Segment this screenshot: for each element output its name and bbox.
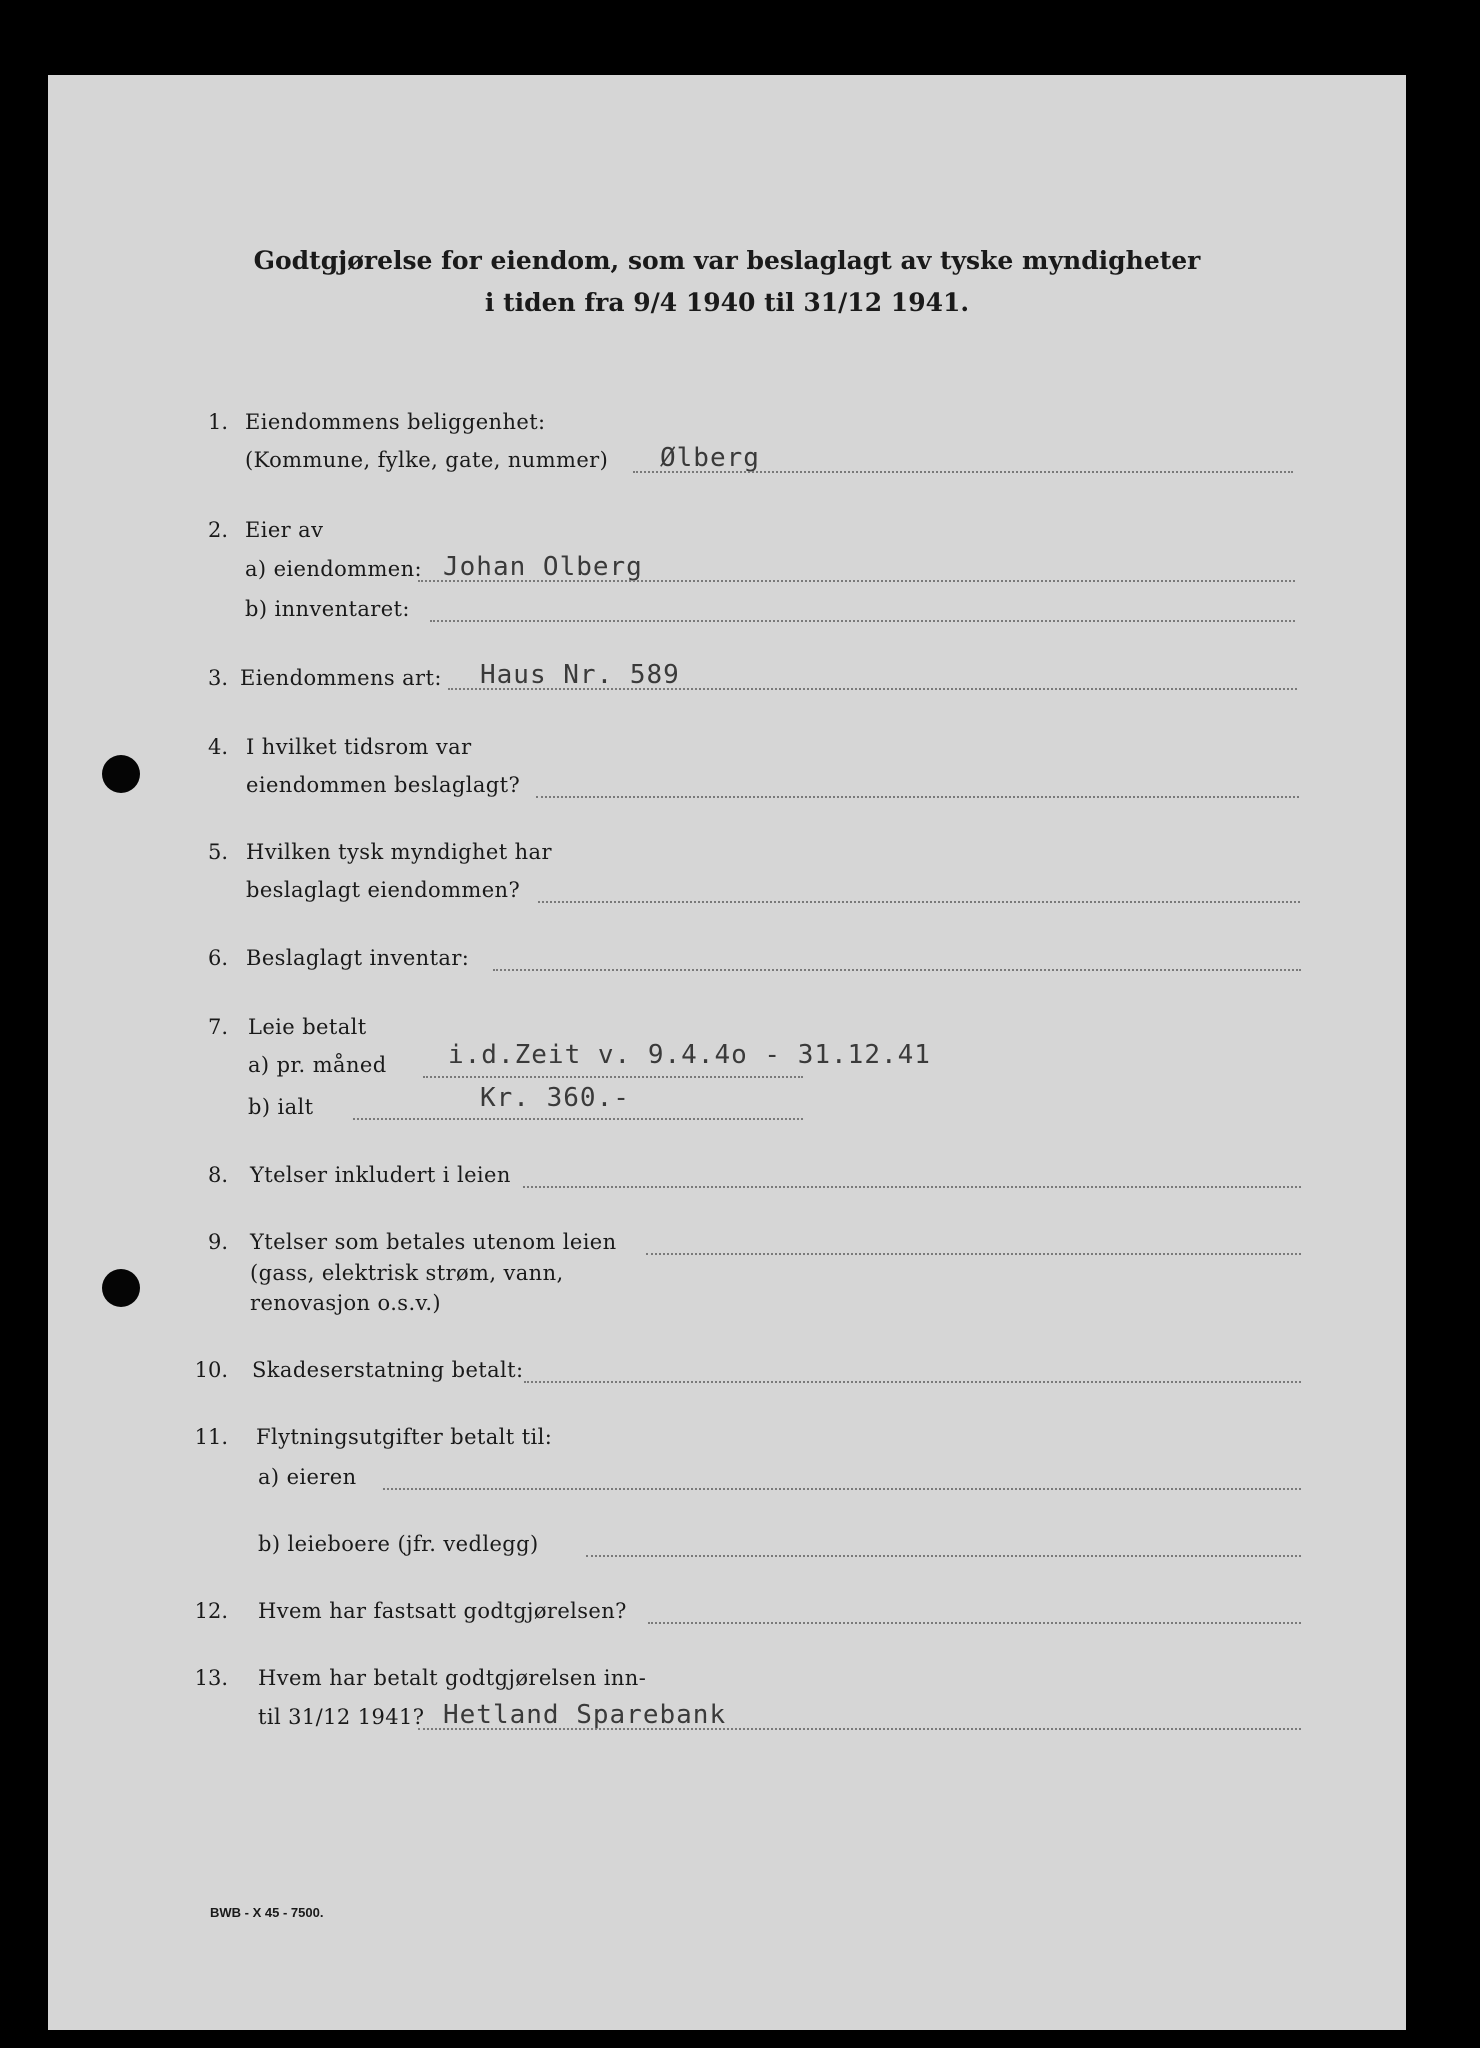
item-1-sublabel: (Kommune, fylke, gate, nummer) <box>245 448 609 472</box>
item-7a-line <box>423 1076 803 1078</box>
item-8-line <box>523 1186 1301 1188</box>
item-4-line <box>536 796 1299 798</box>
item-4-number: 4. <box>207 735 228 759</box>
item-1-label: Eiendommens beliggenhet: <box>245 410 546 434</box>
item-5-line <box>538 901 1300 903</box>
item-9-line <box>646 1253 1301 1255</box>
item-8-label: Ytelser inkludert i leien <box>250 1163 511 1187</box>
item-1-number: 1. <box>207 410 228 434</box>
item-6-number: 6. <box>207 946 228 970</box>
item-7a-value: i.d.Zeit v. 9.4.4o - 31.12.41 <box>448 1040 931 1070</box>
item-2b-line <box>430 620 1295 622</box>
item-11a-label: a) eieren <box>258 1465 357 1489</box>
item-13-sublabel: til 31/12 1941? <box>258 1705 425 1729</box>
title-line-1: Godtgjørelse for eiendom, som var beslaglagt av tyske myndigheter <box>253 246 1201 275</box>
item-9-sublabel-1: (gass, elektrisk strøm, vann, <box>250 1261 564 1285</box>
form-title <box>48 240 1406 324</box>
item-6-label: Beslaglagt inventar: <box>246 946 470 970</box>
item-2b-label: b) innventaret: <box>245 597 410 621</box>
item-11b-line <box>586 1555 1301 1557</box>
item-6-line <box>493 969 1301 971</box>
title-line-2: i tiden fra 9/4 1940 til 31/12 1941. <box>484 288 970 317</box>
item-11-number: 11. <box>194 1425 228 1449</box>
item-9-label: Ytelser som betales utenom leien <box>250 1230 617 1254</box>
item-3-number: 3. <box>207 666 228 690</box>
item-11a-line <box>383 1488 1301 1490</box>
item-9-number: 9. <box>207 1230 228 1254</box>
item-12-line <box>648 1622 1301 1624</box>
punch-hole-upper <box>102 755 140 793</box>
item-4-sublabel: eiendommen beslaglagt? <box>246 773 521 797</box>
item-3-label: Eiendommens art: <box>240 666 442 690</box>
item-13-value: Hetland Sparebank <box>443 1700 727 1730</box>
item-8-number: 8. <box>207 1163 228 1187</box>
item-10-label: Skadeserstatning betalt: <box>252 1358 524 1382</box>
item-2a-value: Johan Olberg <box>443 552 643 582</box>
item-13-line <box>418 1728 1301 1730</box>
item-5-number: 5. <box>207 840 228 864</box>
item-1-value: Ølberg <box>660 443 760 473</box>
item-7a-label: a) pr. måned <box>248 1053 387 1077</box>
item-2a-line <box>418 580 1295 582</box>
item-7b-line <box>353 1118 803 1120</box>
item-7b-label: b) ialt <box>248 1095 314 1119</box>
item-11-label: Flytningsutgifter betalt til: <box>256 1425 553 1449</box>
item-1-line <box>633 471 1293 473</box>
item-7-number: 7. <box>207 1015 228 1039</box>
item-7b-value: Kr. 360.- <box>480 1083 630 1113</box>
item-7-label: Leie betalt <box>248 1015 367 1039</box>
item-5-sublabel: beslaglagt eiendommen? <box>246 878 521 902</box>
print-code: BWB - X 45 - 7500. <box>210 1905 324 1920</box>
item-10-line <box>524 1381 1301 1383</box>
punch-hole-lower <box>102 1269 140 1307</box>
item-2-number: 2. <box>207 518 228 542</box>
item-11b-label: b) leieboere (jfr. vedlegg) <box>258 1532 539 1556</box>
item-5-label: Hvilken tysk myndighet har <box>246 840 552 864</box>
item-3-value: Haus Nr. 589 <box>480 660 680 690</box>
item-13-number: 13. <box>194 1666 228 1690</box>
item-4-label: I hvilket tidsrom var <box>246 735 472 759</box>
item-3-line <box>448 688 1297 690</box>
item-13-label: Hvem har betalt godtgjørelsen inn- <box>258 1666 647 1690</box>
item-2a-label: a) eiendommen: <box>245 557 423 581</box>
item-2-label: Eier av <box>245 518 324 542</box>
item-12-label: Hvem har fastsatt godtgjørelsen? <box>258 1599 627 1623</box>
item-9-sublabel-2: renovasjon o.s.v.) <box>250 1291 441 1315</box>
form-page <box>48 75 1406 2030</box>
item-12-number: 12. <box>194 1599 228 1623</box>
item-10-number: 10. <box>194 1358 228 1382</box>
